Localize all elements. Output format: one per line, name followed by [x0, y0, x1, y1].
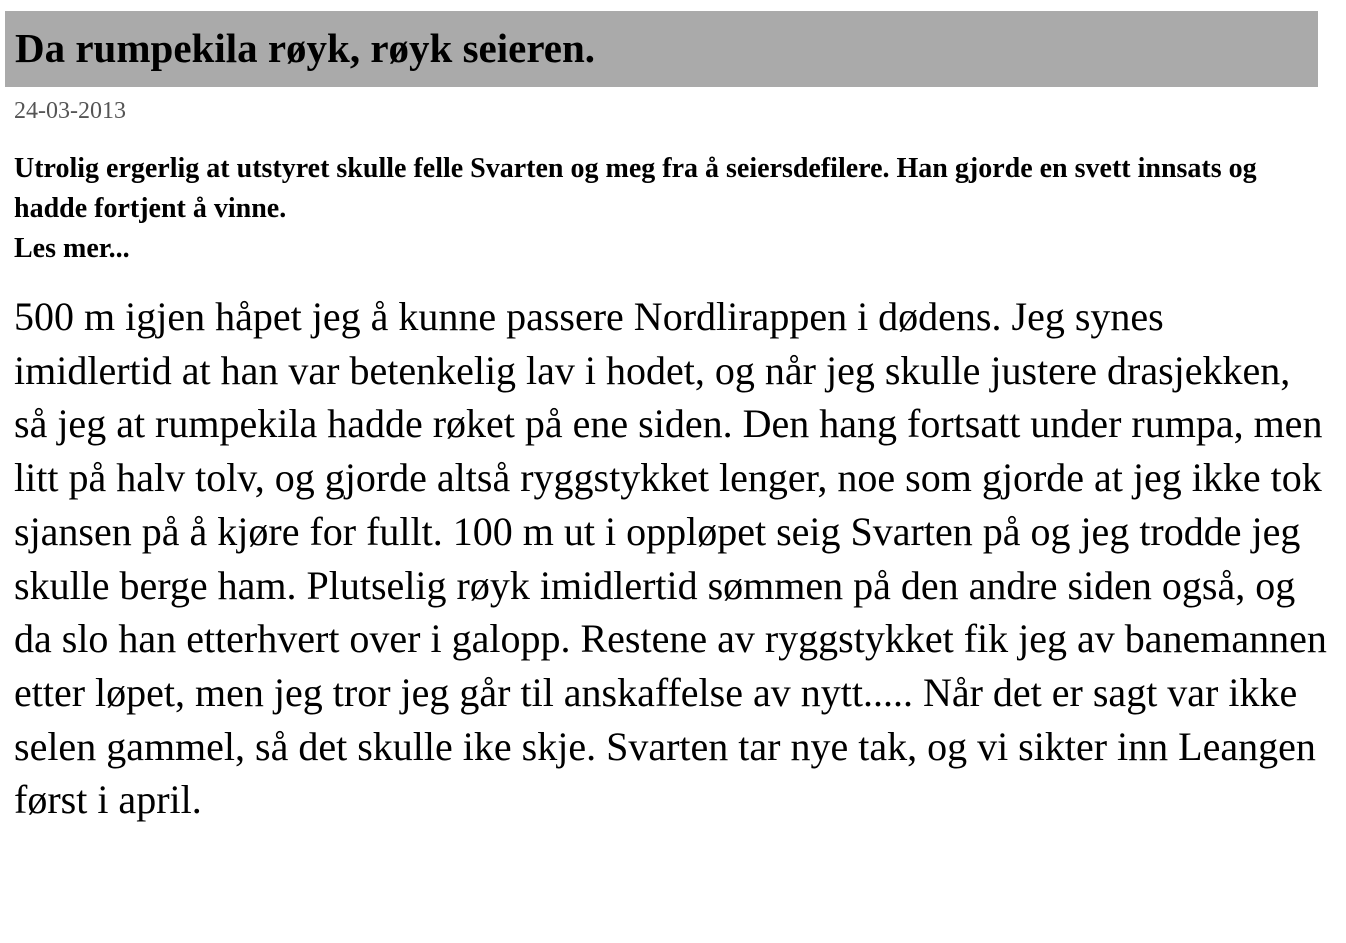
article-title-bar — [5, 11, 1318, 87]
article-body: 500 m igjen håpet jeg å kunne passere Nordlirappen i dødens. Jeg synes imidlertid at han var betenkelig lav i hodet, og når jeg skulle justere drasjekken, så jeg at rumpekila hadde røket på ene siden. Den hang fortsatt under rumpa, men litt på halv tolv, og gjorde altså ryggstykket lenger, noe som gjorde at jeg ikke tok sjansen på å kjøre for fullt. 100 m ut i oppløpet seig Svarten på og jeg trodde jeg skulle berge ham. Plutselig røyk imidlertid sømmen på den andre siden også, og da slo han etterhvert over i galopp. Restene av ryggstykket fik jeg av banemannen etter løpet, men jeg tror jeg går til anskaffelse av nytt..... Når det er sagt var ikke selen gammel, så det skulle ike skje. Svarten tar nye tak, og vi sikter inn Leangen først i april. — [14, 294, 1327, 823]
read-more-link[interactable]: Les mer... — [14, 233, 130, 264]
article-intro — [14, 149, 1304, 269]
article-intro-text: Utrolig ergerlig at utstyret skulle felle Svarten og meg fra å seiersdefilere. Han gjorde en svett innsats og hadde fortjent å vinne. — [14, 153, 1257, 224]
article-date: 24-03-2013 — [14, 98, 126, 124]
article-title: Da rumpekila røyk, røyk seieren. — [15, 25, 596, 71]
